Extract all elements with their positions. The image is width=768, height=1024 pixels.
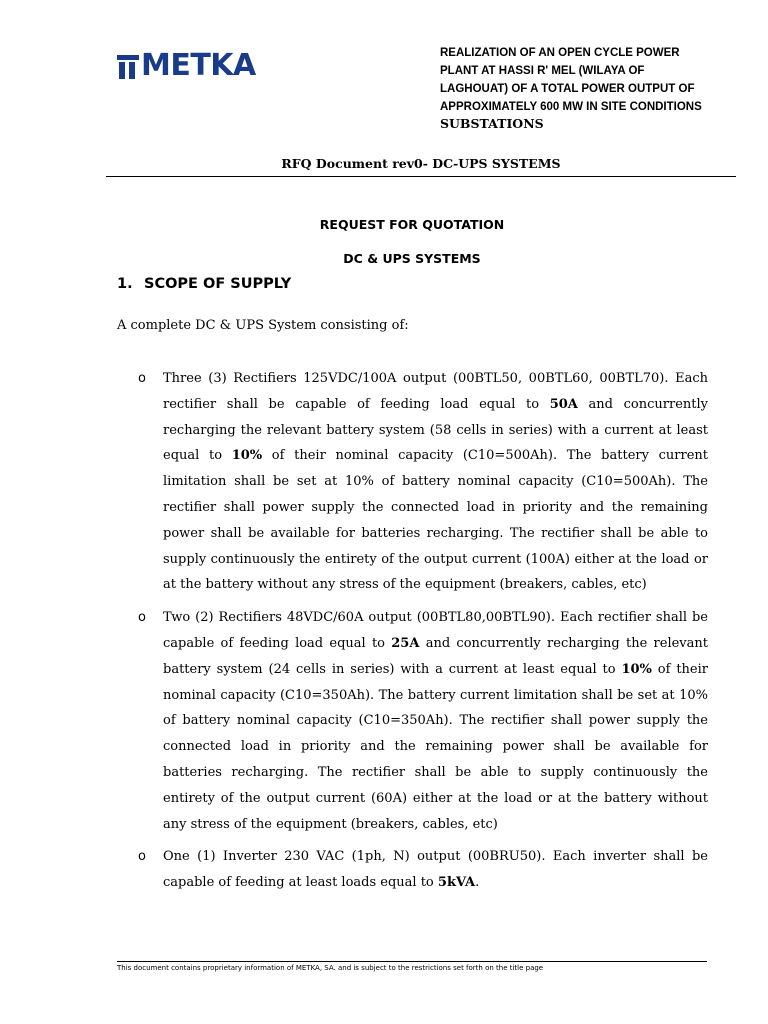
- item-text: One (1) Inverter 230 VAC (1ph, N) output (00BRU50). Each inverter shall be capable of feeding at least loads equal to: [163, 849, 708, 891]
- item-emphasis: 50A: [549, 396, 578, 412]
- footer-notice: This document contains proprietary information of METKA, SA. and is subject to the restrictions set forth on the title page: [117, 964, 544, 972]
- intro-paragraph: A complete DC & UPS System consisting of:: [117, 318, 409, 333]
- item-text: and concurrently recharging the relevant battery system (24 cells in series) with a current at least equal to: [163, 635, 708, 677]
- project-line: PLANT AT HASSI R' MEL (WILAYA OF: [440, 65, 645, 77]
- request-subtitle: DC & UPS SYSTEMS: [343, 251, 481, 266]
- item-emphasis: 5kVA: [437, 875, 476, 891]
- metka-logo-mark-icon: [117, 53, 139, 79]
- logo-text: METKA: [141, 48, 256, 83]
- list-item: [138, 366, 708, 598]
- scope-list: [138, 366, 708, 896]
- project-line: APPROXIMATELY 600 MW IN SITE CONDITIONS: [440, 101, 702, 113]
- list-item: [138, 844, 708, 896]
- item-text: of their nominal capacity (C10=500Ah). The battery current limitation shall be set at 10% of battery nominal capacity (C10=500Ah). The rectifier shall power supply the connected load in priority and the remaining power shall be available for batteries recharging. The rectifier shall be able to supply continuously the entirety of the output current (100A) either at the load or at the battery without any stress of the equipment (breakers, cables, etc): [163, 448, 708, 593]
- item-text: and concurrently recharging the relevant battery system (58 cells in series) with a current at least equal to: [163, 396, 708, 464]
- item-text: .: [475, 875, 480, 891]
- item-emphasis: 10%: [621, 661, 652, 677]
- project-header: [440, 44, 740, 132]
- metka-logo: [117, 48, 256, 83]
- list-item: [138, 605, 708, 837]
- header-divider: [106, 176, 736, 177]
- item-text: of their nominal capacity (C10=350Ah). The battery current limitation shall be set at 10% of battery nominal capacity (C10=350Ah). The rectifier shall power supply the connected load in priority and the remaining power shall be available for batteries recharging. The rectifier shall be able to supply continuously the entirety of the output current (60A) either at the load or at the battery without any stress of the equipment (breakers, cables, etc): [163, 661, 708, 832]
- section-title: SCOPE OF SUPPLY: [144, 276, 292, 292]
- request-title: REQUEST FOR QUOTATION: [319, 217, 505, 232]
- project-line: REALIZATION OF AN OPEN CYCLE POWER: [440, 47, 680, 59]
- bullet-icon: o: [138, 849, 146, 865]
- document-title: RFQ Document rev0- DC-UPS SYSTEMS: [281, 156, 561, 171]
- item-text: Two (2) Rectifiers 48VDC/60A output (00BTL80,00BTL90). Each rectifier shall be capable of feeding load equal to: [163, 610, 708, 651]
- item-emphasis: 25A: [391, 635, 420, 651]
- header-subtitle: SUBSTATIONS: [440, 116, 544, 131]
- bullet-icon: o: [138, 610, 146, 626]
- item-emphasis: 10%: [231, 448, 263, 464]
- project-line: LAGHOUAT) OF A TOTAL POWER OUTPUT OF: [440, 83, 695, 95]
- footer-divider: [117, 961, 707, 962]
- item-text: Three (3) Rectifiers 125VDC/100A output (00BTL50, 00BTL60, 00BTL70). Each rectifier shall be capable of feeding load equal to: [163, 371, 708, 412]
- section-number: 1.: [117, 276, 133, 292]
- section-heading: [117, 276, 291, 292]
- bullet-icon: o: [138, 371, 146, 386]
